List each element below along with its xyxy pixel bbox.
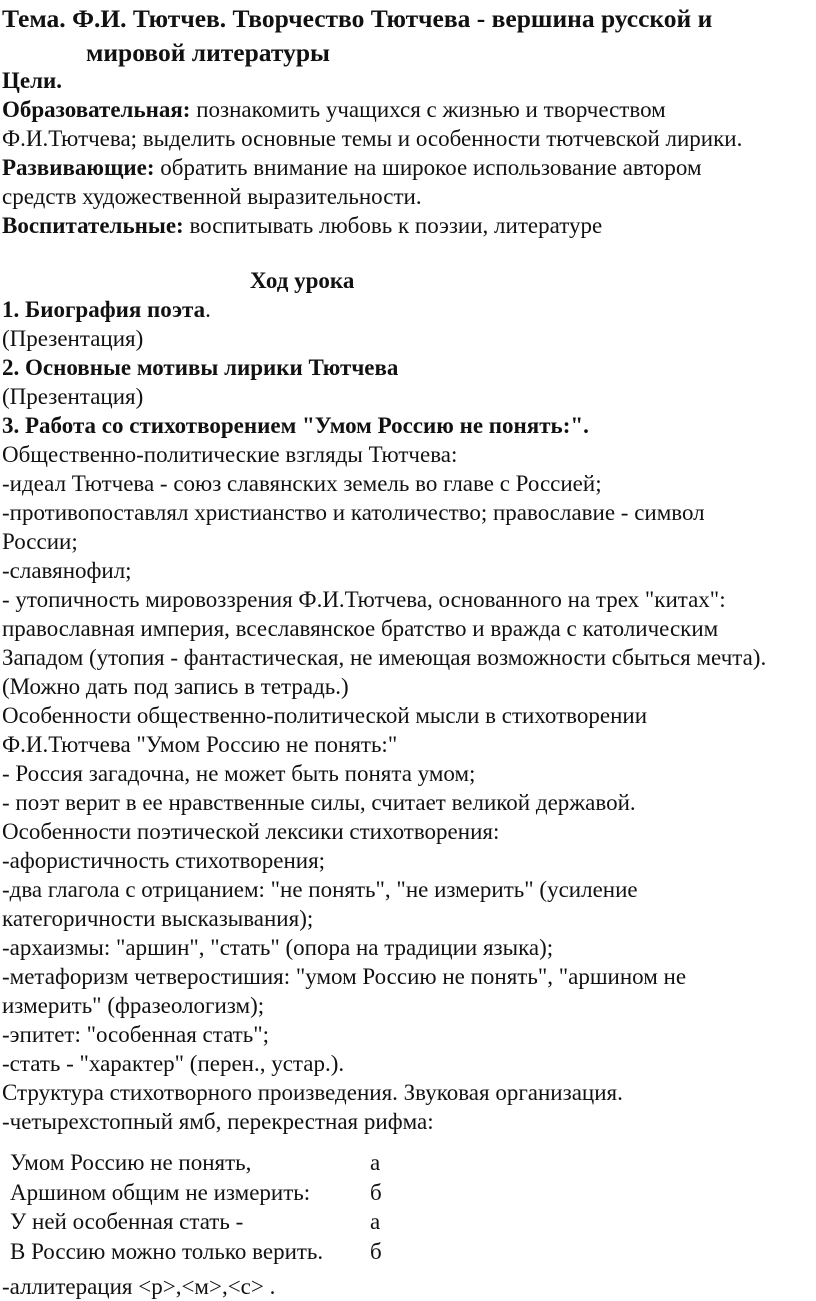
goal-line [2, 95, 814, 124]
poem-row [2, 1237, 814, 1267]
goal-label: Развивающие: [2, 155, 155, 180]
body-line: Особенности поэтической лексики стихотворения: [2, 819, 500, 844]
goal-line [2, 211, 814, 240]
poem-row [2, 1207, 814, 1237]
body-line: -метафоризм четверостишия: "умом Россию не понять", "аршином не [2, 964, 687, 989]
body-line: -афористичность стихотворения; [2, 848, 326, 873]
poem-line: Аршином общим не измерить: [10, 1179, 311, 1205]
section-1-note: (Презентация) [2, 326, 144, 351]
section-1-dot: . [205, 297, 211, 322]
spacer [2, 240, 814, 266]
poem-row [2, 1148, 814, 1178]
body-line: -стать - "характер" (перен., устар.). [2, 1051, 345, 1076]
body-line: Ф.И.Тютчева "Умом Россию не понять:" [2, 732, 398, 757]
poem-block [2, 1148, 814, 1266]
lesson-heading: Ход урока [250, 268, 355, 293]
poem-line: У ней особенная стать - [10, 1209, 244, 1234]
body-line: Общественно-политические взгляды Тютчева: [2, 442, 458, 467]
section-2-note: (Презентация) [2, 384, 144, 409]
body-line: - поэт верит в ее нравственные силы, считает великой державой. [2, 790, 636, 815]
poem-rhyme: б [370, 1179, 382, 1205]
poem-rhyme: б [370, 1238, 382, 1264]
goal-text: познакомить учащихся с жизнью и творчеством [190, 97, 666, 122]
body-line: -эпитет: "особенная стать"; [2, 1022, 270, 1047]
goal-text: обратить внимание на широкое использование автором [154, 155, 702, 180]
goal-line [2, 124, 814, 153]
body-line: -два глагола с отрицанием: "не понять", "не измерить" (усиление [2, 877, 638, 902]
goal-line [2, 153, 814, 182]
section-3-title: 3. Работа со стихотворением "Умом Россию не понять:". [2, 413, 589, 438]
body-line: Структура стихотворного произведения. Звуковая организация. [2, 1080, 623, 1105]
poem-row [2, 1178, 814, 1208]
body-line: -идеал Тютчева - союз славянских земель во главе с Россией; [2, 471, 602, 496]
section-2-title: 2. Основные мотивы лирики Тютчева [2, 355, 399, 380]
goal-text: Ф.И.Тютчева; выделить основные темы и особенности тютчевской лирики. [2, 126, 743, 151]
body-line: Особенности общественно-политической мысли в стихотворении [2, 703, 648, 728]
body-line: -противопоставлял христианство и католичество; православие - символ [2, 500, 705, 525]
body-line: категоричности высказывания); [2, 906, 314, 931]
goal-text: средств художественной выразительности. [2, 184, 422, 209]
body-line: России; [2, 529, 78, 554]
body-line: - Россия загадочна, не может быть понята умом; [2, 761, 476, 786]
body-line: -четырехстопный ямб, перекрестная рифма: [2, 1109, 434, 1134]
body-line: Западом (утопия - фантастическая, не имеющая возможности сбыться мечта). [2, 645, 767, 670]
goals-heading: Цели. [2, 68, 63, 93]
title-line-2: мировой литературы [86, 38, 330, 67]
title-line-1: Ф.И. Тютчев. Творчество Тютчева - вершина русской и [72, 4, 713, 33]
goal-line [2, 182, 814, 211]
body-line: -архаизмы: "аршин", "стать" (опора на традиции языка); [2, 935, 554, 960]
poem-line: В Россию можно только верить. [10, 1238, 324, 1264]
body-text [2, 440, 814, 1136]
page-title [2, 2, 814, 70]
document-body [2, 66, 814, 1301]
goal-label: Образовательная: [2, 97, 191, 122]
goal-text: воспитывать любовь к поэзии, литературе [183, 213, 603, 238]
goal-label: Воспитательные: [2, 213, 184, 238]
body-line: - утопичность мировоззрения Ф.И.Тютчева, основанного на трех "китах": [2, 587, 726, 612]
body-line: (Можно дать под запись в тетрадь.) [2, 674, 349, 699]
poem-rhyme: а [370, 1150, 381, 1175]
alliteration-line: -аллитерация <р>,<м>,<с> . [2, 1274, 276, 1299]
poem-line: Умом Россию не понять, [10, 1150, 252, 1175]
body-line: православная империя, всеславянское братство и вражда с католическим [2, 616, 719, 641]
body-line: -славянофил; [2, 558, 132, 583]
body-line: измерить" (фразеологизм); [2, 993, 265, 1018]
section-1-title: 1. Биография поэта [2, 297, 206, 322]
section-1 [2, 295, 814, 324]
title-prefix: Тема. [2, 4, 66, 33]
poem-rhyme: а [370, 1209, 381, 1234]
